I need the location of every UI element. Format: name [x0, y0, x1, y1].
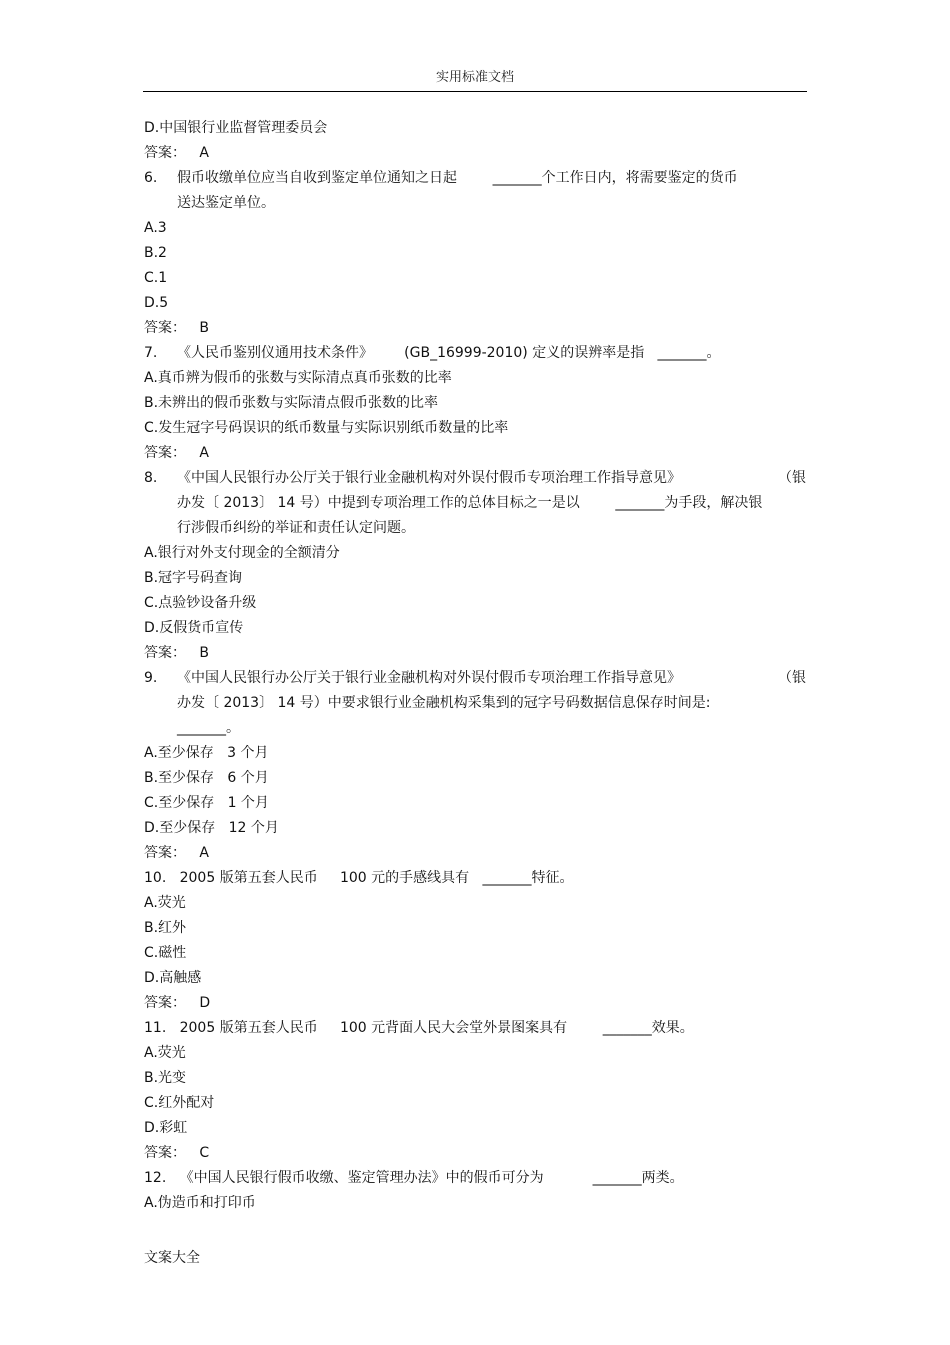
option-line: A.真币辨为假币的张数与实际清点真币张数的比率 [144, 370, 452, 386]
question-text: 假币收缴单位应当自收到鉴定单位通知之日起 _______个工作日内，将需要鉴定的货币 [177, 170, 738, 186]
question-continuation: _______。 [177, 720, 240, 736]
option-line: 12. 《中国人民银行假币收缴、鉴定管理办法》中的假币可分为 _______两类。 [144, 1170, 684, 1186]
answer-line: 答案： A [144, 145, 209, 161]
option-line: D.至少保存 12 个月 [144, 820, 279, 836]
header-rule [143, 91, 807, 92]
question-line [144, 666, 806, 691]
option-line: A.至少保存 3 个月 [144, 745, 269, 761]
option-line: A.3 [144, 220, 167, 236]
question-text: 《人民币鉴别仪通用技术条件》 (GB_16999-2010) 定义的误辨率是指 _______。 [177, 345, 721, 361]
option-line: D.5 [144, 295, 169, 311]
option-line: A.银行对外支付现金的全额清分 [144, 545, 340, 561]
question-line [144, 341, 806, 366]
question-continuation: 送达鉴定单位。 [177, 195, 275, 211]
option-line: C.点验钞设备升级 [144, 595, 257, 611]
option-line: B.至少保存 6 个月 [144, 770, 269, 786]
question-continuation: 行涉假币纠纷的举证和责任认定问题。 [177, 520, 415, 536]
question-number: 7. [144, 345, 158, 361]
option-line: C.红外配对 [144, 1095, 215, 1111]
option-line: D.反假货币宣传 [144, 620, 244, 636]
question-text-tail: （银 [778, 670, 806, 686]
question-text: 《中国人民银行办公厅关于银行业金融机构对外误付假币专项治理工作指导意见》 [177, 470, 681, 486]
option-line: D.中国银行业监督管理委员会 [144, 120, 328, 136]
question-text-tail: （银 [778, 470, 806, 486]
option-line: C.发生冠字号码误识的纸币数量与实际识别纸币数量的比率 [144, 420, 509, 436]
page-footer: 文案大全 [144, 1250, 200, 1266]
page-header: 实用标准文档 [435, 70, 514, 85]
answer-line: 答案： B [144, 645, 209, 661]
option-line: B.冠字号码查询 [144, 570, 243, 586]
answer-line: 答案： D [144, 995, 211, 1011]
option-line: B.光变 [144, 1070, 187, 1086]
option-line: C.磁性 [144, 945, 187, 961]
option-line: 10. 2005 版第五套人民币 100 元的手感线具有 _______特征。 [144, 870, 574, 886]
option-line: D.高触感 [144, 970, 202, 986]
option-line: B.2 [144, 245, 167, 261]
question-text: 《中国人民银行办公厅关于银行业金融机构对外误付假币专项治理工作指导意见》 [177, 670, 681, 686]
option-line: 11. 2005 版第五套人民币 100 元背面人民大会堂外景图案具有 _______效果。 [144, 1020, 694, 1036]
question-list [144, 116, 806, 1216]
question-continuation: 办发〔 2013〕 14 号）中提到专项治理工作的总体目标之一是以 _______为手段，解决银 [177, 495, 763, 511]
question-number: 9. [144, 670, 158, 686]
question-number: 8. [144, 470, 158, 486]
option-line: C.至少保存 1 个月 [144, 795, 269, 811]
answer-line: 答案： A [144, 445, 209, 461]
answer-line: 答案： A [144, 845, 209, 861]
answer-line: 答案： B [144, 320, 209, 336]
question-line [144, 466, 806, 491]
option-line: A.伪造币和打印币 [144, 1195, 256, 1211]
question-continuation: 办发〔 2013〕 14 号）中要求银行业金融机构采集到的冠字号码数据信息保存时间是: [177, 695, 711, 711]
question-line [144, 166, 806, 191]
option-line: C.1 [144, 270, 168, 286]
question-number: 6. [144, 170, 158, 186]
option-line: B.未辨出的假币张数与实际清点假币张数的比率 [144, 395, 439, 411]
option-line: D.彩虹 [144, 1120, 188, 1136]
option-line: A.荧光 [144, 1045, 186, 1061]
option-line: B.红外 [144, 920, 187, 936]
option-line: A.荧光 [144, 895, 186, 911]
answer-line: 答案： C [144, 1145, 210, 1161]
